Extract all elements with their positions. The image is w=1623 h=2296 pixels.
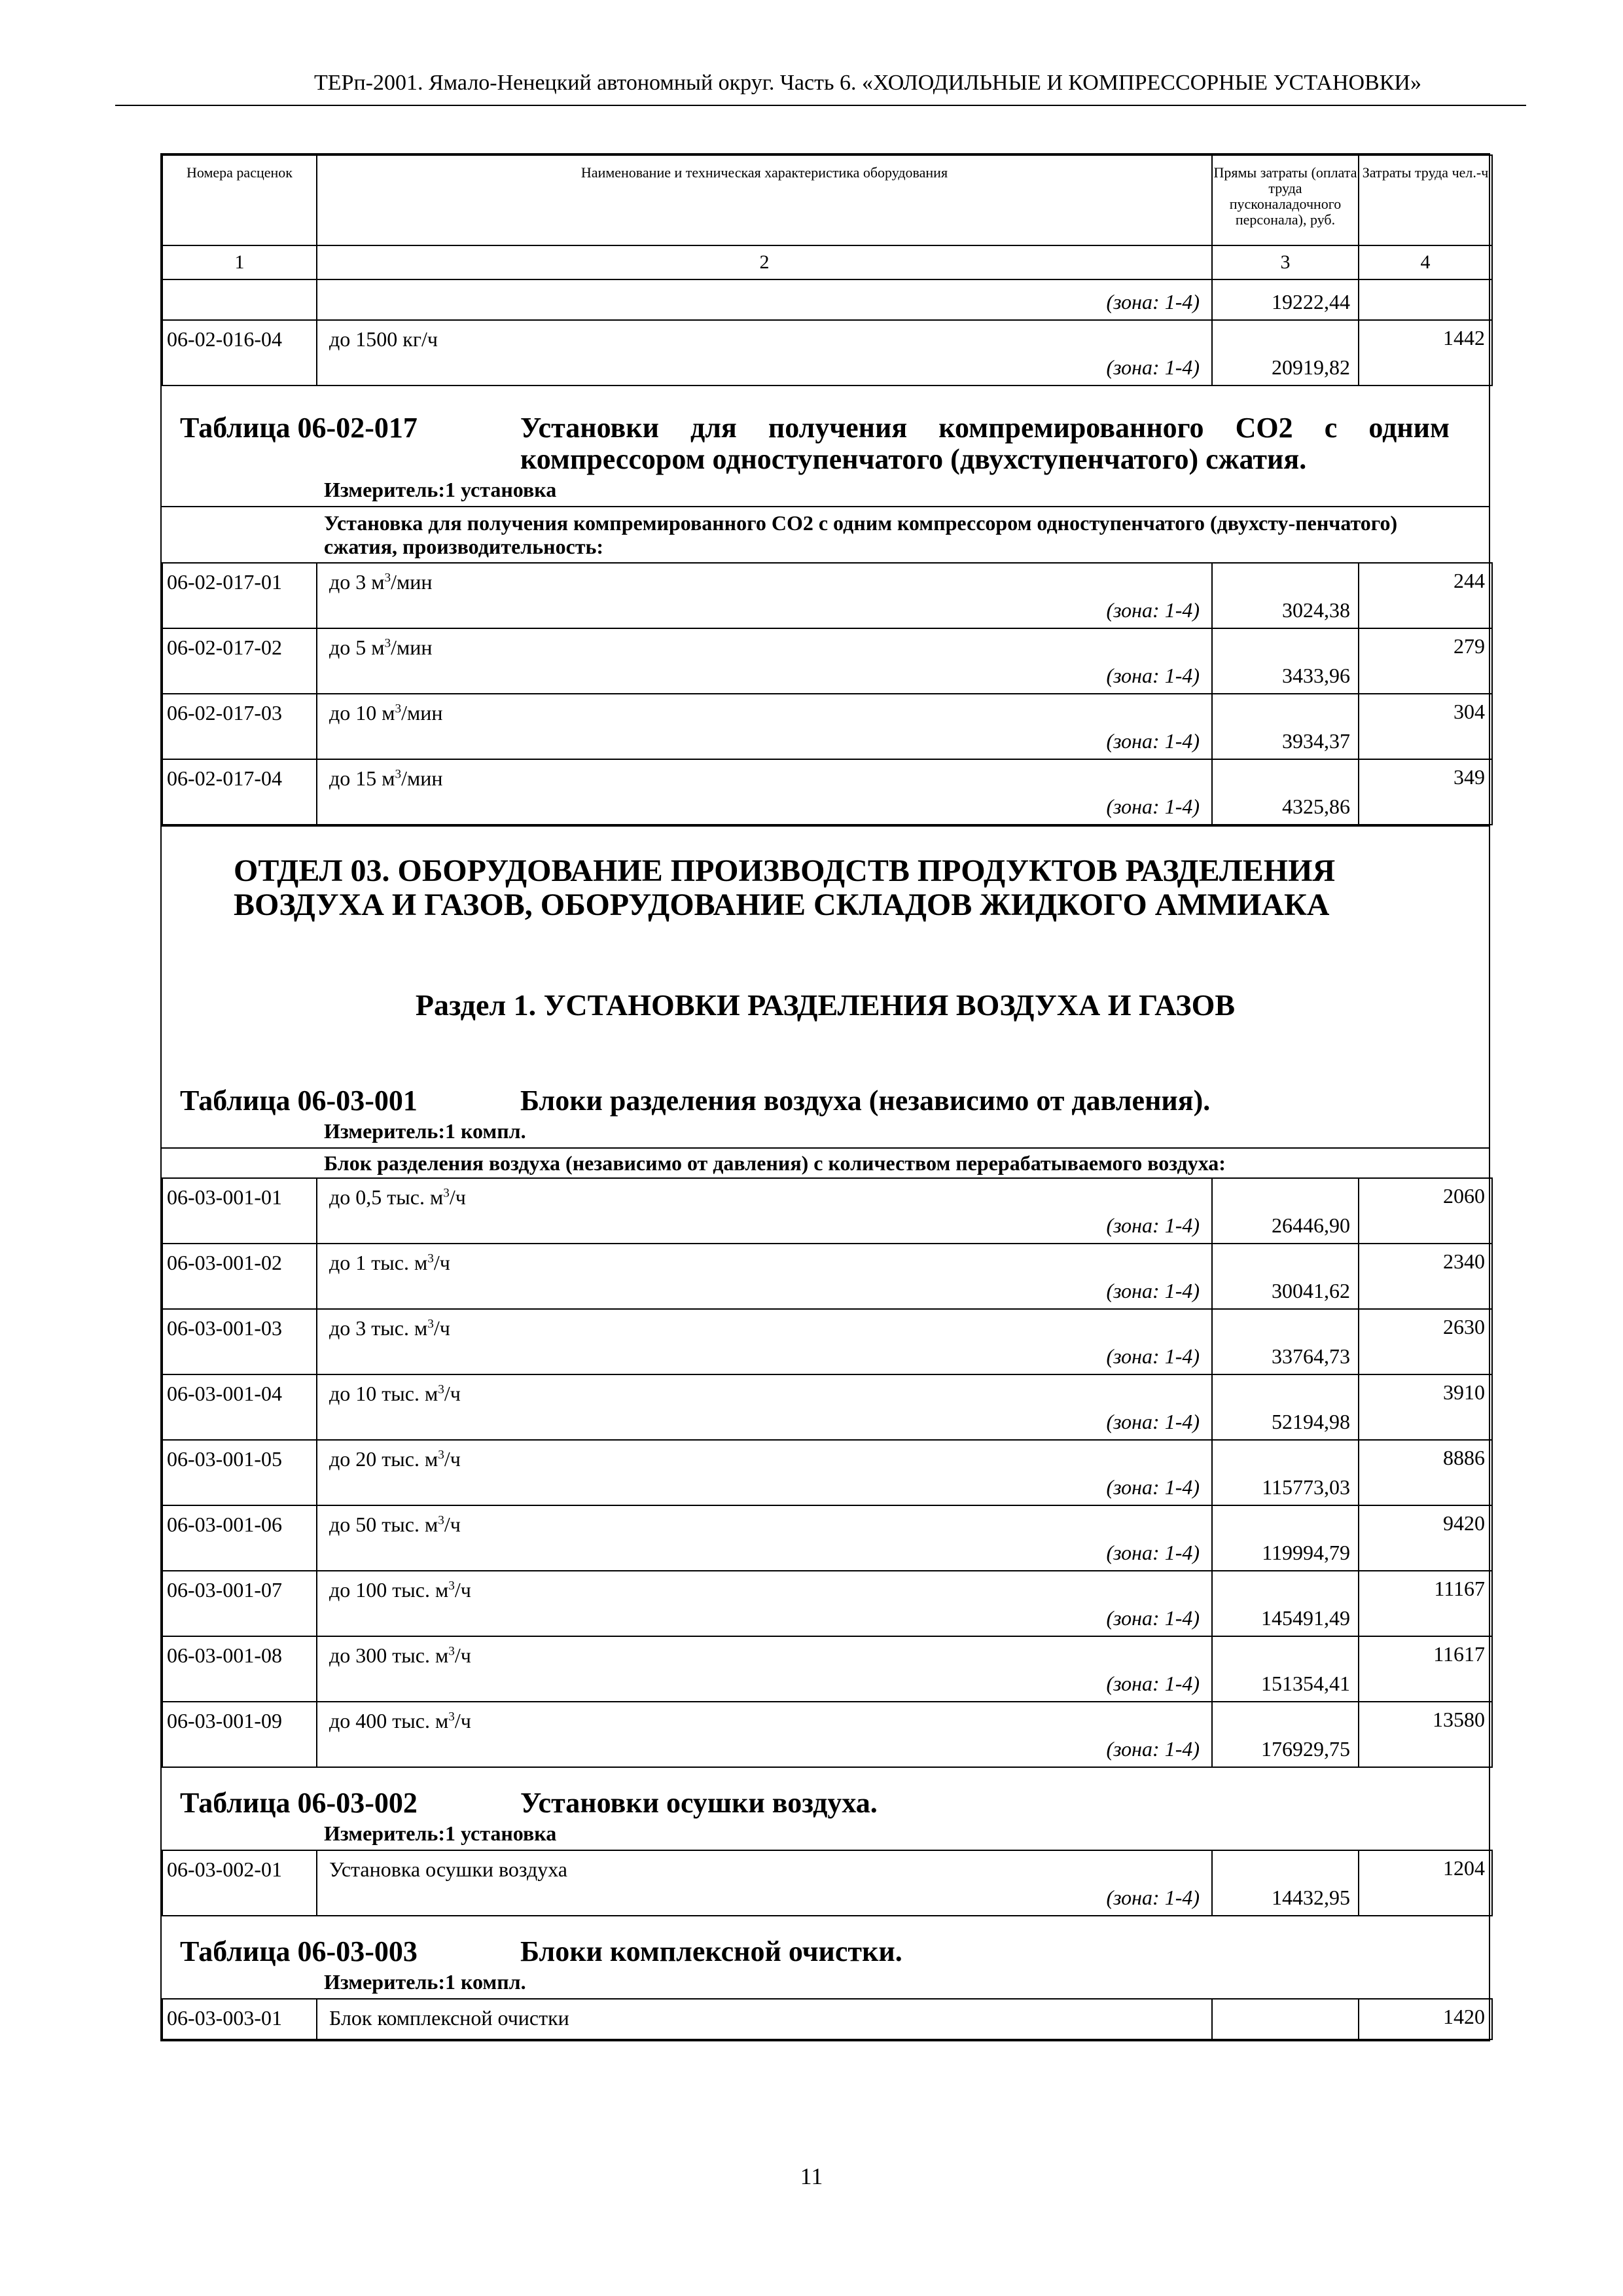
item-unit: /ч — [444, 1513, 461, 1536]
name-cell — [317, 279, 1212, 320]
item-unit: /ч — [449, 1185, 466, 1209]
measure-unit: Измеритель:1 установка — [324, 478, 557, 501]
table-06-03-002-heading — [162, 1768, 1489, 1850]
column-header-labor: Затраты труда чел.-ч — [1359, 155, 1492, 245]
superscript-3: 3 — [438, 1513, 444, 1528]
zone-label: (зона: 1-4) — [1106, 1344, 1200, 1368]
price-table-document — [160, 153, 1490, 2041]
cost-cell: 30041,62 — [1212, 1244, 1359, 1309]
item-name: до 20 тыс. м — [329, 1447, 438, 1471]
table-title: Блоки разделения воздуха (независимо от давления). — [520, 1085, 1211, 1117]
table-row — [162, 1850, 1492, 1916]
table-number: Таблица 06-02-017 — [180, 412, 418, 444]
zone-label: (зона: 1-4) — [1106, 1672, 1200, 1695]
code-cell: 06-03-001-05 — [162, 1440, 317, 1505]
code-cell: 06-03-003-01 — [162, 1999, 317, 2039]
table-row — [162, 1440, 1492, 1505]
code-cell: 06-03-001-09 — [162, 1702, 317, 1767]
superscript-3: 3 — [427, 1251, 434, 1266]
cost-cell: 14432,95 — [1212, 1850, 1359, 1916]
zone-label: (зона: 1-4) — [1106, 1737, 1200, 1761]
labor-cell — [1359, 279, 1492, 320]
column-number: 2 — [317, 245, 1212, 279]
name-cell — [317, 1244, 1212, 1309]
name-cell — [317, 1440, 1212, 1505]
item-unit: /мин — [391, 570, 433, 594]
name-cell — [317, 1505, 1212, 1571]
item-name: до 1500 кг/ч — [329, 327, 438, 351]
item-name: до 15 м — [329, 766, 395, 790]
group-caption: Блок разделения воздуха (независимо от давления) с количеством перерабатываемого воздуха: — [162, 1147, 1489, 1177]
zone-label: (зона: 1-4) — [1106, 1410, 1200, 1433]
cost-cell: 3934,37 — [1212, 694, 1359, 759]
labor-cell: 1442 — [1359, 320, 1492, 386]
header-rule — [115, 105, 1526, 106]
zone-label: (зона: 1-4) — [1106, 1541, 1200, 1564]
labor-cell: 8886 — [1359, 1440, 1492, 1505]
item-unit: /ч — [444, 1382, 461, 1405]
item-unit: /ч — [454, 1643, 471, 1667]
superscript-3: 3 — [448, 1644, 455, 1659]
code-cell: 06-03-001-03 — [162, 1309, 317, 1374]
group-caption: Установка для получения компремированного CO2 с одним компрессором одноступенчатого (двухсту-пенчатого) сжатия, производительность: — [162, 506, 1489, 562]
name-cell — [317, 1636, 1212, 1702]
code-cell: 06-03-001-01 — [162, 1178, 317, 1244]
table-row — [162, 563, 1492, 628]
superscript-3: 3 — [438, 1448, 444, 1462]
zone-label: (зона: 1-4) — [1106, 290, 1200, 314]
table-number: Таблица 06-03-002 — [180, 1787, 418, 1819]
name-cell — [317, 694, 1212, 759]
table-06-03-001-heading — [162, 1022, 1489, 1177]
cost-cell: 115773,03 — [1212, 1440, 1359, 1505]
zone-label: (зона: 1-4) — [1106, 355, 1200, 379]
superscript-3: 3 — [448, 1579, 455, 1593]
measure-unit: Измеритель:1 компл. — [324, 1119, 526, 1143]
item-unit: /мин — [391, 636, 433, 659]
item-name: Блок комплексной очистки — [329, 2006, 569, 2030]
name-cell — [317, 1702, 1212, 1767]
labor-cell: 3910 — [1359, 1374, 1492, 1440]
name-cell — [317, 759, 1212, 825]
table-row — [162, 1178, 1492, 1244]
item-unit: /ч — [433, 1316, 450, 1340]
column-header-codes: Номера расценок — [162, 155, 317, 245]
table-row — [162, 1505, 1492, 1571]
name-cell — [317, 1374, 1212, 1440]
measure-unit: Измеритель:1 компл. — [324, 1970, 526, 1994]
name-cell — [317, 1571, 1212, 1636]
superscript-3: 3 — [448, 1710, 455, 1724]
labor-cell: 11617 — [1359, 1636, 1492, 1702]
name-cell — [317, 563, 1212, 628]
name-cell — [317, 1850, 1212, 1916]
cost-cell: 52194,98 — [1212, 1374, 1359, 1440]
item-name: до 300 тыс. м — [329, 1643, 449, 1667]
cost-cell: 33764,73 — [1212, 1309, 1359, 1374]
code-cell: 06-02-017-04 — [162, 759, 317, 825]
cost-cell: 26446,90 — [1212, 1178, 1359, 1244]
column-header-cost: Прямы затраты (оплата труда пусконаладочного персонала), руб. — [1212, 155, 1359, 245]
name-cell — [317, 1999, 1212, 2039]
labor-cell: 2060 — [1359, 1178, 1492, 1244]
superscript-3: 3 — [395, 767, 402, 781]
zone-label: (зона: 1-4) — [1106, 1886, 1200, 1909]
zone-label: (зона: 1-4) — [1106, 1475, 1200, 1499]
table-row — [162, 320, 1492, 386]
labor-cell: 2340 — [1359, 1244, 1492, 1309]
code-cell: 06-03-001-02 — [162, 1244, 317, 1309]
labor-cell: 9420 — [1359, 1505, 1492, 1571]
table-number: Таблица 06-03-001 — [180, 1085, 418, 1117]
cost-cell: 3024,38 — [1212, 563, 1359, 628]
item-unit: /ч — [433, 1251, 450, 1274]
cost-cell: 176929,75 — [1212, 1702, 1359, 1767]
table-06-03-003 — [162, 1998, 1493, 2040]
labor-cell: 279 — [1359, 628, 1492, 694]
superscript-3: 3 — [384, 571, 391, 585]
code-cell: 06-03-001-06 — [162, 1505, 317, 1571]
zone-label: (зона: 1-4) — [1106, 795, 1200, 818]
item-name: до 100 тыс. м — [329, 1578, 449, 1602]
zone-label: (зона: 1-4) — [1106, 598, 1200, 622]
name-cell — [317, 1309, 1212, 1374]
department-title-line: ОТДЕЛ 03. ОБОРУДОВАНИЕ ПРОИЗВОДСТВ ПРОДУКТОВ РАЗДЕЛЕНИЯ — [234, 853, 1336, 888]
cost-cell: 19222,44 — [1212, 279, 1359, 320]
item-name: до 0,5 тыс. м — [329, 1185, 444, 1209]
item-unit: /мин — [401, 701, 443, 725]
table-row — [162, 1244, 1492, 1309]
cost-cell — [1212, 1999, 1359, 2039]
department-title — [162, 827, 1489, 922]
table-row — [162, 759, 1492, 825]
labor-cell: 1420 — [1359, 1999, 1492, 2039]
measure-unit: Измеритель:1 установка — [324, 1821, 557, 1845]
superscript-3: 3 — [438, 1382, 444, 1397]
labor-cell: 244 — [1359, 563, 1492, 628]
table-06-02-017-heading — [162, 386, 1489, 562]
cost-cell: 20919,82 — [1212, 320, 1359, 386]
cost-cell: 145491,49 — [1212, 1571, 1359, 1636]
labor-cell: 13580 — [1359, 1702, 1492, 1767]
item-name: до 10 м — [329, 701, 395, 725]
table-row — [162, 1374, 1492, 1440]
column-header-name: Наименование и техническая характеристика оборудования — [317, 155, 1212, 245]
item-unit: /ч — [454, 1709, 471, 1732]
cost-cell: 3433,96 — [1212, 628, 1359, 694]
table-row — [162, 1999, 1492, 2039]
cost-cell: 151354,41 — [1212, 1636, 1359, 1702]
item-name: до 10 тыс. м — [329, 1382, 438, 1405]
code-cell: 06-03-001-08 — [162, 1636, 317, 1702]
item-name: до 3 тыс. м — [329, 1316, 428, 1340]
running-header: ТЕРп-2001. Ямало-Ненецкий автономный округ. Часть 6. «ХОЛОДИЛЬНЫЕ И КОМПРЕССОРНЫЕ УСТАНОВКИ» — [314, 71, 1421, 95]
item-name: Установка осушки воздуха — [329, 1857, 567, 1881]
table-title: Установки осушки воздуха. — [520, 1787, 878, 1819]
item-name: до 50 тыс. м — [329, 1513, 438, 1536]
section-heading — [162, 825, 1489, 1022]
table-row — [162, 1702, 1492, 1767]
column-header-table — [162, 154, 1493, 386]
code-cell: 06-03-001-07 — [162, 1571, 317, 1636]
labor-cell: 11167 — [1359, 1571, 1492, 1636]
name-cell — [317, 628, 1212, 694]
table-row — [162, 628, 1492, 694]
zone-label: (зона: 1-4) — [1106, 1279, 1200, 1302]
item-unit: /ч — [454, 1578, 471, 1602]
zone-label: (зона: 1-4) — [1106, 664, 1200, 687]
zone-label: (зона: 1-4) — [1106, 729, 1200, 753]
labor-cell: 1204 — [1359, 1850, 1492, 1916]
column-number: 4 — [1359, 245, 1492, 279]
superscript-3: 3 — [395, 702, 402, 716]
table-row — [162, 1636, 1492, 1702]
table-title: Установки для получения компремированного CO2 с одним компрессором одноступенчатого (двухступенчатого) сжатия. — [520, 412, 1450, 475]
item-name: до 3 м — [329, 570, 385, 594]
zone-label: (зона: 1-4) — [1106, 1213, 1200, 1237]
table-06-03-002 — [162, 1850, 1493, 1916]
column-number: 3 — [1212, 245, 1359, 279]
code-cell — [162, 279, 317, 320]
cost-cell: 119994,79 — [1212, 1505, 1359, 1571]
table-number: Таблица 06-03-003 — [180, 1935, 418, 1967]
code-cell: 06-02-016-04 — [162, 320, 317, 386]
labor-cell: 304 — [1359, 694, 1492, 759]
labor-cell: 2630 — [1359, 1309, 1492, 1374]
item-unit: /мин — [401, 766, 443, 790]
item-name: до 1 тыс. м — [329, 1251, 428, 1274]
name-cell — [317, 1178, 1212, 1244]
code-cell: 06-03-002-01 — [162, 1850, 317, 1916]
subsection-title: Раздел 1. УСТАНОВКИ РАЗДЕЛЕНИЯ ВОЗДУХА И ГАЗОВ — [415, 988, 1236, 1022]
department-title-line: ВОЗДУХА И ГАЗОВ, ОБОРУДОВАНИЕ СКЛАДОВ ЖИДКОГО АММИАКА — [234, 888, 1330, 922]
name-cell — [317, 320, 1212, 386]
superscript-3: 3 — [427, 1317, 434, 1331]
table-row — [162, 1571, 1492, 1636]
superscript-3: 3 — [384, 636, 391, 651]
item-name: до 5 м — [329, 636, 385, 659]
superscript-3: 3 — [443, 1186, 450, 1200]
labor-cell: 349 — [1359, 759, 1492, 825]
code-cell: 06-02-017-03 — [162, 694, 317, 759]
item-name: до 400 тыс. м — [329, 1709, 449, 1732]
code-cell: 06-03-001-04 — [162, 1374, 317, 1440]
table-06-02-017 — [162, 562, 1493, 825]
table-row — [162, 694, 1492, 759]
column-number: 1 — [162, 245, 317, 279]
table-title: Блоки комплексной очистки. — [520, 1935, 902, 1967]
table-06-03-003-heading — [162, 1916, 1489, 1998]
code-cell: 06-02-017-02 — [162, 628, 317, 694]
zone-label: (зона: 1-4) — [1106, 1606, 1200, 1630]
cost-cell: 4325,86 — [1212, 759, 1359, 825]
item-unit: /ч — [444, 1447, 461, 1471]
page-number: 11 — [800, 2163, 823, 2189]
table-row — [162, 1309, 1492, 1374]
code-cell: 06-02-017-01 — [162, 563, 317, 628]
table-06-03-001 — [162, 1177, 1493, 1768]
